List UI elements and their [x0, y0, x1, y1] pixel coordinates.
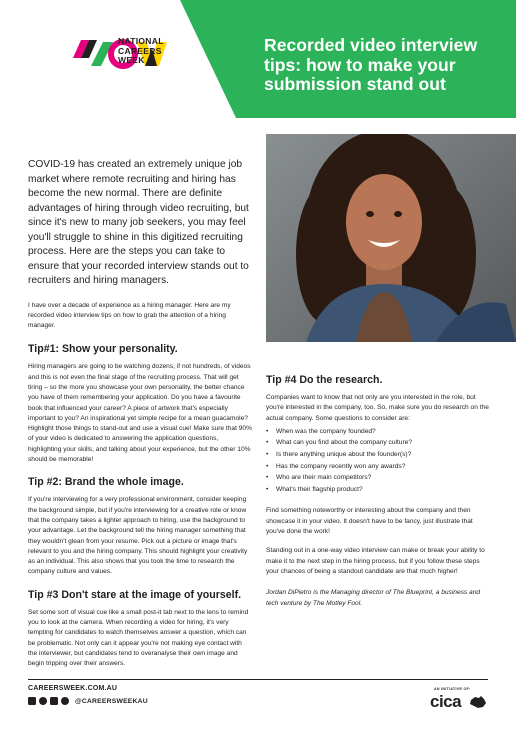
research-questions-list — [266, 428, 492, 494]
facebook-icon[interactable] — [28, 697, 36, 705]
tip-4-body: Companies want to know that not only are you interested in the role, but you're interested in the company, too. So, make sure you do research on the actual company. Some questions to consider are: — [266, 394, 489, 422]
tip-3-body: Set some sort of visual cue like a small post-it tab next to the lens to remind you to look at the camera. When recording a video for hiring, it's very tempting for candidates to watch themselves answer a question, which can be problematic. Not only can it appear you're not making eye contact with the interviewer, but candidates tend to overanalyse their own image and begin tripping over their answers. — [28, 608, 249, 668]
tip-2-heading: Tip #2: Brand the whole image. — [28, 476, 184, 489]
portrait-photo — [266, 134, 516, 342]
list-item: • What's their flagship product? — [266, 486, 492, 494]
list-item: • When was the company founded? — [266, 428, 492, 436]
tip-2-body: If you're interviewing for a very professional environment, consider keeping the background simple, but if you're interviewing for a creative role or know that the company takes a lighter approach to hiring, use the background to your advantage. Let the background tell the hiring manager something that they wouldn't glean from your resume. Pick out a picture or image that's relevant to you and the hiring company. This should highlight your creativity as an individual. This also shows that you took the time to research the company culture and values. — [28, 496, 248, 576]
list-item: • Who are their main competitors? — [266, 474, 492, 482]
tip-4-heading: Tip #4 Do the research. — [266, 374, 383, 386]
cica-logo: cica — [430, 692, 462, 711]
tip-3-heading: Tip #3 Don't stare at the image of yourself. — [28, 588, 242, 601]
tip-1-heading: Tip#1: Show your personality. — [28, 343, 178, 356]
tip-4-after-1: Find something noteworthy or interesting about the company and then showcase it in your video. It doesn't have to be fancy, just illustrate that you've done the work! — [266, 507, 473, 536]
social-links — [28, 697, 148, 705]
author-byline: Jordan DiPietro is the Managing director of The Blueprint, a business and tech venture by The Motley Fool. — [266, 589, 481, 607]
australia-map-icon — [469, 695, 487, 709]
logo-text: NATIONAL CAREERS WEEK — [118, 36, 164, 66]
website-link[interactable]: CAREERSWEEK.COM.AU — [28, 685, 118, 692]
intro-paragraph: COVID-19 has created an extremely unique job market where remote recruiting and hiring has become the new normal. There are definite advantages of hiring through video recruiting, but since it's new to many job seekers, you may feel you'll struggle to shine in this digitized recruiting process. Here are the steps you can take to ensure that your recorded interview stands out to recruiters and hiring managers. — [28, 159, 249, 286]
list-item: • Has the company recently won any awards? — [266, 463, 492, 471]
list-item: • What can you find about the company culture? — [266, 439, 492, 447]
left-column — [28, 158, 252, 670]
linkedin-icon[interactable] — [50, 697, 58, 705]
page-title: Recorded video interview tips: how to make your submission stand out — [264, 35, 478, 94]
social-handle[interactable]: @CAREERSWEEKAU — [75, 697, 148, 705]
right-column — [266, 374, 492, 609]
twitter-icon[interactable] — [61, 697, 69, 705]
experience-paragraph: I have over a decade of experience as a hiring manager. Here are my recorded video interview tips on how to grab the attention of a hiring manager. — [28, 301, 231, 330]
list-item: • Is there anything unique about the founder(s)? — [266, 451, 492, 459]
tip-1-body: Hiring managers are going to be watching dozens, if not hundreds, of videos and this is not even the final stage of the recruiting process. That will get tiring – so the more you showcase your own personality, the better chance you have of them remembering your application. Do you have a favourite book that influenced your career? A piece of artwork that's especially important to you? An inspirational yet simple recipe for a mean guacamole? Highlight those things to stand-out and use a visual cue! Make sure that 90% of your video is dedicated to answering the application questions, highlighting your skills, and talking about your experience, but the other 10% should be memorable! — [28, 363, 252, 464]
instagram-icon[interactable] — [39, 697, 47, 705]
initiative-label: AN INITIATIVE OF: — [434, 687, 471, 691]
footer-divider — [28, 679, 488, 680]
tip-4-after-2: Standing out in a one-way video interview can make or break your ability to make it to the next step in the hiring process, but if you follow these steps your chances of being a standout candidate are that much higher! — [266, 547, 485, 575]
